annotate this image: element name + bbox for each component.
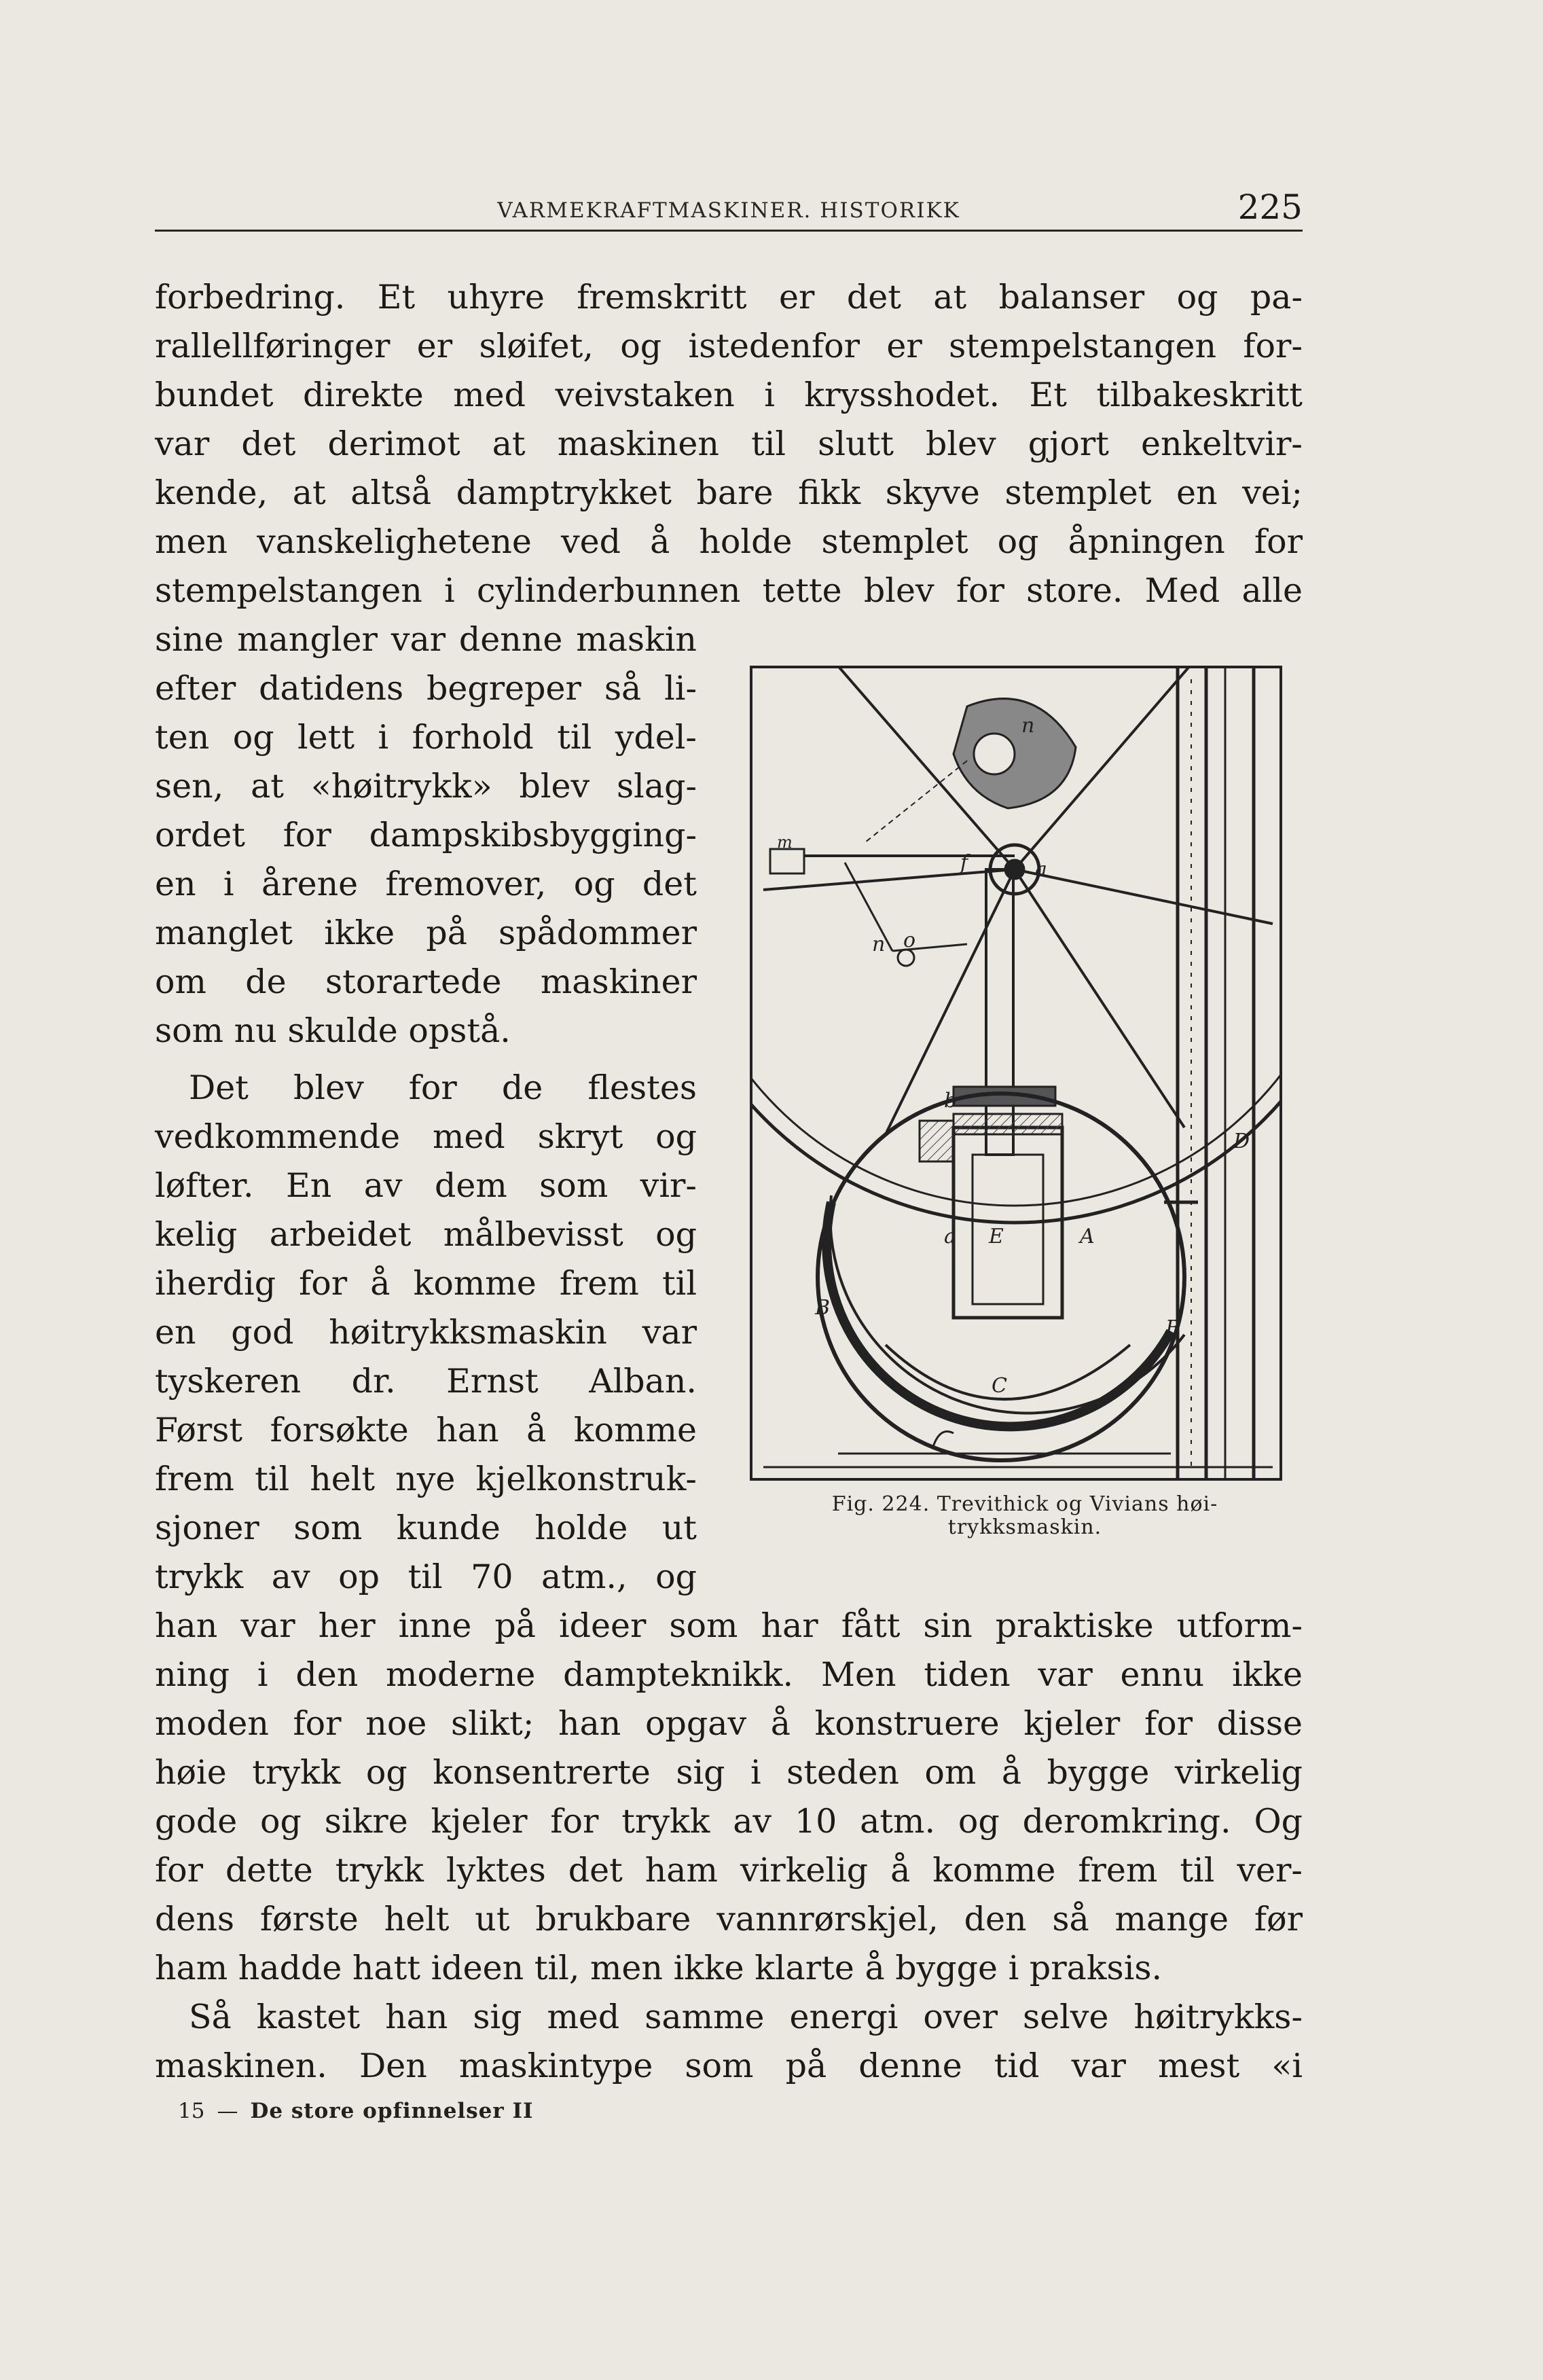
text-line: kelig arbeidet målbevisst og xyxy=(155,1215,697,1254)
text-line: rallellføringer er sløifet, og istedenfor er stempelstangen for- xyxy=(155,327,1303,365)
footer-dash: — xyxy=(217,2099,238,2123)
figure-label: b xyxy=(944,1089,958,1113)
book-title: De store opfinnelser II xyxy=(250,2099,534,2123)
text-line: stempelstangen i cylinderbunnen tette blev for store. Med alle xyxy=(155,571,1303,610)
eccentric xyxy=(954,699,1076,808)
figure-label: B xyxy=(1165,1316,1181,1340)
text-line: om de storartede maskiner xyxy=(155,962,697,1001)
text-line: moden for noe slikt; han opgav å konstruere kjeler for disse xyxy=(155,1704,1303,1743)
column-D xyxy=(1178,666,1254,1481)
boiler xyxy=(763,1094,1273,1467)
text-line: var det derimot at maskinen til slutt blev gjort enkeltvir- xyxy=(155,425,1303,463)
text-line: sen, at «høitrykk» blev slag- xyxy=(155,767,697,806)
text-line: Det blev for de flestes xyxy=(189,1068,697,1107)
figure-label: f xyxy=(960,851,968,875)
engine-drawing xyxy=(750,666,1282,1481)
text-line: bundet direkte med veivstaken i krysshodet. Et tilbakeskritt xyxy=(155,376,1303,414)
text-line: Så kastet han sig med samme energi over selve høitrykks- xyxy=(189,1998,1303,2036)
figure-label: E xyxy=(989,1225,1004,1248)
sheet-number: 15 xyxy=(178,2099,205,2123)
figure-label: n xyxy=(1021,714,1035,738)
text-line: han var her inne på ideer som har fått sin praktiske utform- xyxy=(155,1606,1303,1645)
figure-label: D xyxy=(1233,1130,1250,1153)
figure-label: n xyxy=(872,933,886,956)
text-line: ordet for dampskibsbygging- xyxy=(155,816,697,854)
caption-line: Fig. 224. Trevithick og Vivians høi- xyxy=(831,1492,1218,1516)
text-line: sine mangler var denne maskin xyxy=(155,620,697,659)
page-number: 225 xyxy=(1237,187,1303,227)
text-line: forbedring. Et uhyre fremskritt er det at balanser og pa- xyxy=(155,278,1303,317)
figure-label: m xyxy=(777,833,793,852)
text-line: gode og sikre kjeler for trykk av 10 atm. og deromkring. Og xyxy=(155,1802,1303,1841)
caption-line: trykksmaskin. xyxy=(947,1515,1102,1539)
text-line: en i årene fremover, og det xyxy=(155,865,697,903)
page-footer xyxy=(178,2099,534,2123)
running-title: VARMEKRAFTMASKINER. HISTORIKK xyxy=(497,198,960,223)
text-line: manglet ikke på spådommer xyxy=(155,914,697,952)
figure-label: C xyxy=(992,1374,1007,1398)
figure-label: a xyxy=(1035,858,1047,882)
text-line: løfter. En av dem som vir- xyxy=(155,1166,697,1205)
text-line: efter datidens begreper så li- xyxy=(155,669,697,708)
text-line: trykk av op til 70 atm., og xyxy=(155,1557,697,1596)
text-line: kende, at altså damptrykket bare fikk skyve stemplet en vei; xyxy=(155,473,1303,512)
piston-rod xyxy=(954,869,1055,1155)
text-line: vedkommende med skryt og xyxy=(155,1117,697,1156)
text-line: sjoner som kunde holde ut xyxy=(155,1509,697,1547)
figure-label: a xyxy=(944,1225,956,1248)
text-line: for dette trykk lyktes det ham virkelig å komme frem til ver- xyxy=(155,1851,1303,1890)
text-line: maskinen. Den maskintype som på denne tid var mest «i xyxy=(155,2047,1303,2085)
text-line: Først forsøkte han å komme xyxy=(155,1411,697,1449)
engine-illustration xyxy=(750,666,1282,1481)
text-line: tyskeren dr. Ernst Alban. xyxy=(155,1362,697,1401)
running-header xyxy=(155,182,1303,232)
text-line: ten og lett i forhold til ydel- xyxy=(155,718,697,757)
text-line: ham hadde hatt ideen til, men ikke klarte å bygge i praksis. xyxy=(155,1949,1163,1987)
figure-caption xyxy=(750,1493,1300,1539)
text-line: høie trykk og konsentrerte sig i steden om å bygge virkelig xyxy=(155,1753,1303,1792)
text-line: frem til helt nye kjelkonstruk- xyxy=(155,1460,697,1498)
text-line: ning i den moderne dampteknikk. Men tiden var ennu ikke xyxy=(155,1655,1303,1694)
figure-label: o xyxy=(903,928,916,952)
figure-label: B xyxy=(815,1296,831,1320)
text-line: en god høitrykksmaskin var xyxy=(155,1313,697,1352)
text-line: dens første helt ut brukbare vannrørskjel, den så mange før xyxy=(155,1900,1303,1939)
text-line: men vanskelighetene ved å holde stemplet og åpningen for xyxy=(155,522,1303,561)
figure-label: A xyxy=(1080,1225,1095,1248)
text-line: som nu skulde opstå. xyxy=(155,1011,511,1050)
text-line: iherdig for å komme frem til xyxy=(155,1264,697,1303)
